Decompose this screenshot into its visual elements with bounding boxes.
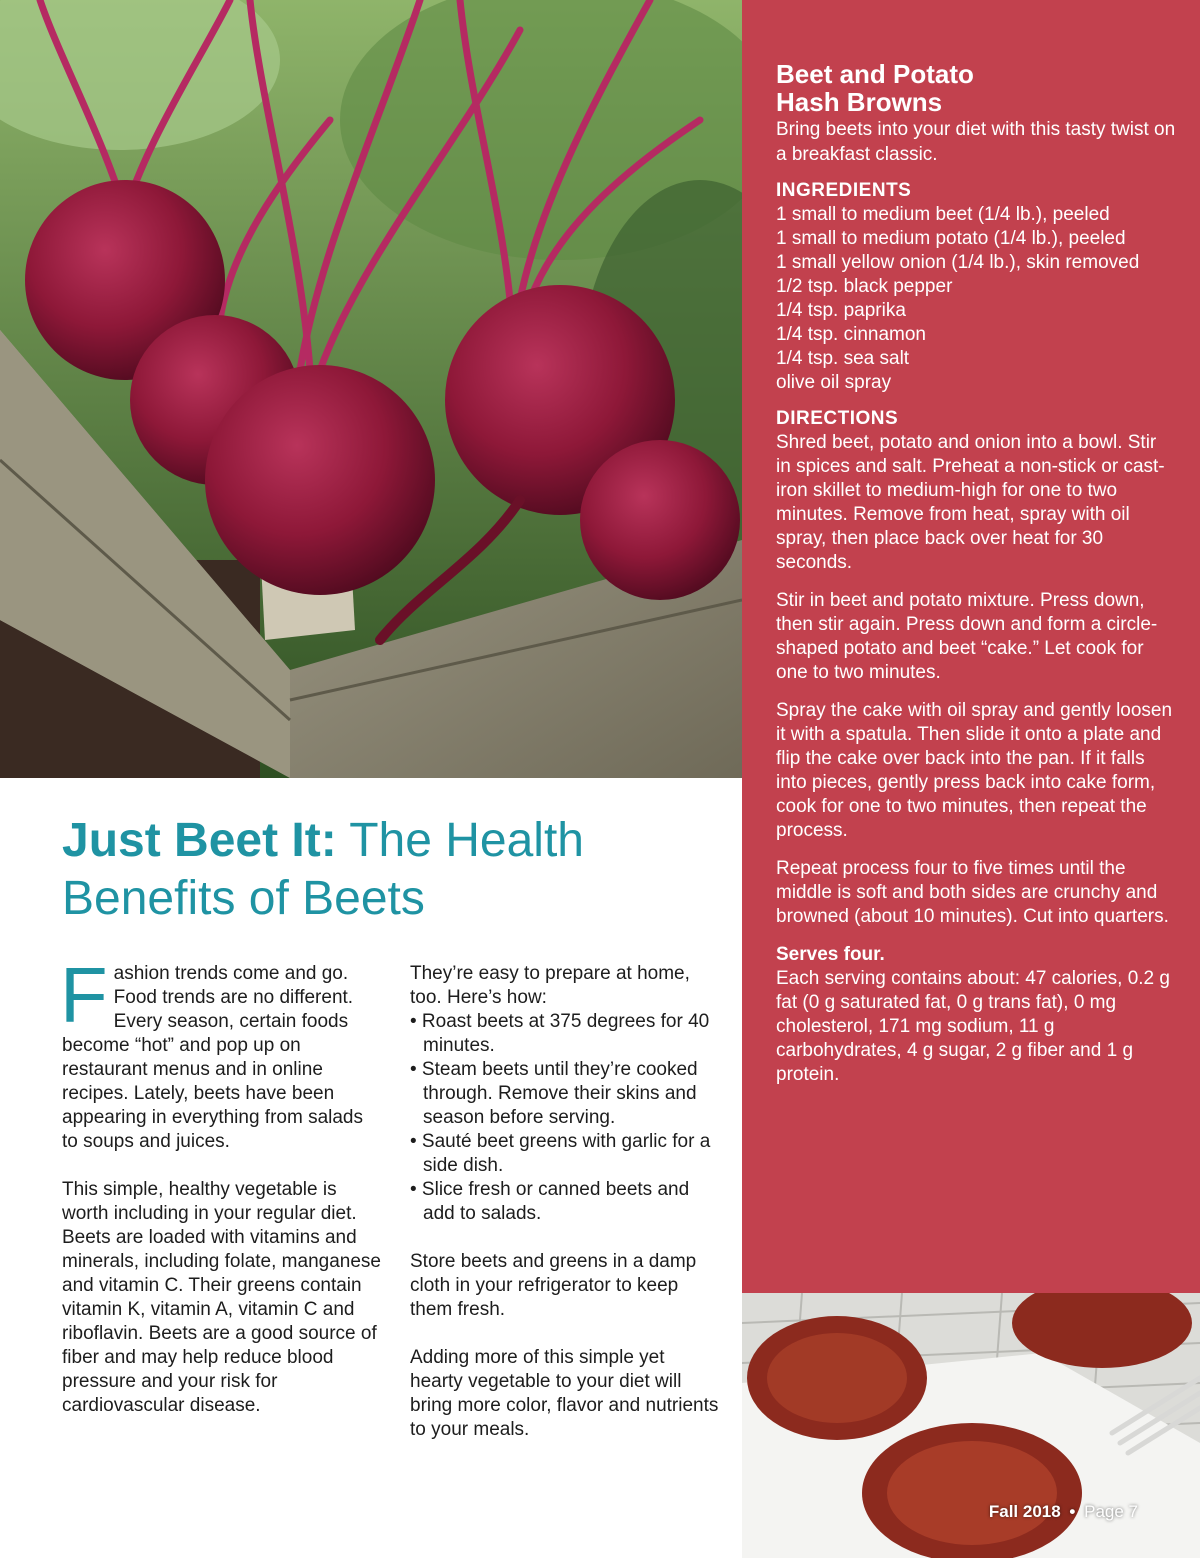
- drop-cap: F: [60, 951, 108, 1039]
- article-headline: [62, 812, 722, 928]
- ingredients-list: [776, 203, 1176, 395]
- beet-3: [205, 365, 435, 595]
- ingredient-item: 1/4 tsp. paprika: [776, 300, 906, 321]
- paragraph-text: ashion trends come and go. Food trends are no different. Every season, certain foods become “hot” and pop up on restaurant menus and in online recipes. Lately, beets have been appearing in everything from salads to soups and juices.: [62, 963, 364, 1152]
- page-number: Page 7: [1084, 1502, 1138, 1521]
- article-paragraph: [60, 951, 384, 1154]
- recipe-title: [776, 60, 1176, 116]
- recipe-intro: Bring beets into your diet with this tasty twist on a breakfast classic.: [776, 119, 1176, 165]
- recipe-title-line1: Beet and Potato: [776, 59, 974, 89]
- hash-browns-photo: [742, 1293, 1200, 1558]
- recipe-title-line2: Hash Browns: [776, 87, 943, 117]
- direction-step: Repeat process four to five times until the middle is soft and both sides are crunchy and browned (about 10 minutes). Cut into quarters.: [776, 858, 1169, 927]
- page-footer: [989, 1502, 1138, 1522]
- article-paragraph: This simple, healthy vegetable is worth including in your regular diet. Beets are loaded with vitamins and minerals, including folate, manganese and vitamin C. Their greens contain vitamin K, vitamin A, vitamin C and riboflavin. Beets are a good source of fiber and may help reduce blood pressure and your risk for cardiovascular disease.: [62, 1179, 381, 1416]
- direction-step: Shred beet, potato and onion into a bowl. Stir in spices and salt. Preheat a non-stick or cast-iron skillet to medium-high for one to two minutes. Remove from heat, spray with oil spray, then place back over heat for 30 seconds.: [776, 432, 1165, 573]
- ingredient-item: 1/4 tsp. sea salt: [776, 348, 910, 369]
- prep-tip: • Roast beets at 375 degrees for 40 minutes.: [410, 1011, 710, 1056]
- beet-5: [580, 440, 740, 600]
- prep-intro: They’re easy to prepare at home, too. Here’s how:: [410, 963, 690, 1008]
- recipe-sidebar: [742, 0, 1200, 1293]
- ingredient-item: 1/4 tsp. cinnamon: [776, 324, 926, 345]
- article-column-right: [410, 962, 720, 1466]
- prep-tip: • Slice fresh or canned beets and add to salads.: [410, 1179, 690, 1224]
- ingredient-item: 1 small to medium beet (1/4 lb.), peeled: [776, 204, 1110, 225]
- prep-tips-list: [410, 1010, 720, 1226]
- direction-step: Stir in beet and potato mixture. Press down, then stir again. Press down and form a circle-shaped potato and beet “cake.” Let cook for one to two minutes.: [776, 590, 1158, 683]
- ingredient-item: 1/2 tsp. black pepper: [776, 276, 953, 297]
- article-column-left: [60, 951, 384, 1442]
- ingredients-heading: INGREDIENTS: [776, 180, 912, 201]
- nutrition-info: Each serving contains about: 47 calories, 0.2 g fat (0 g saturated fat, 0 g trans fat), 0 mg cholesterol, 171 mg sodium, 11 g carbohydrates, 4 g sugar, 2 g fiber and 1 g protein.: [776, 968, 1170, 1085]
- prep-tip: • Sauté beet greens with garlic for a side dish.: [410, 1131, 711, 1176]
- issue-label: Fall 2018: [988, 1502, 1061, 1521]
- storage-paragraph: Store beets and greens in a damp cloth in your refrigerator to keep them fresh.: [410, 1251, 697, 1320]
- beets-photo: [0, 0, 742, 778]
- ingredient-item: 1 small to medium potato (1/4 lb.), peeled: [776, 228, 1126, 249]
- direction-step: Spray the cake with oil spray and gently loosen it with a spatula. Then slide it onto a plate and flip the cake over back into the pan. If it falls into pieces, gently press back into cake form, cook for one to two minutes, then repeat the process.: [776, 700, 1173, 841]
- footer-separator: •: [1069, 1502, 1076, 1521]
- headline-rest: The Health Benefits of Beets: [62, 814, 584, 925]
- prep-tip: • Steam beets until they’re cooked through. Remove their skins and season before serving.: [410, 1059, 698, 1128]
- closing-paragraph: Adding more of this simple yet hearty vegetable to your diet will bring more color, flavor and nutrients to your meals.: [410, 1347, 719, 1440]
- serves-heading: Serves four.: [776, 944, 885, 965]
- directions-heading: DIRECTIONS: [776, 408, 899, 429]
- headline-bold: Just Beet It:: [62, 814, 337, 867]
- ingredient-item: 1 small yellow onion (1/4 lb.), skin removed: [776, 252, 1140, 273]
- ingredient-item: olive oil spray: [776, 372, 892, 393]
